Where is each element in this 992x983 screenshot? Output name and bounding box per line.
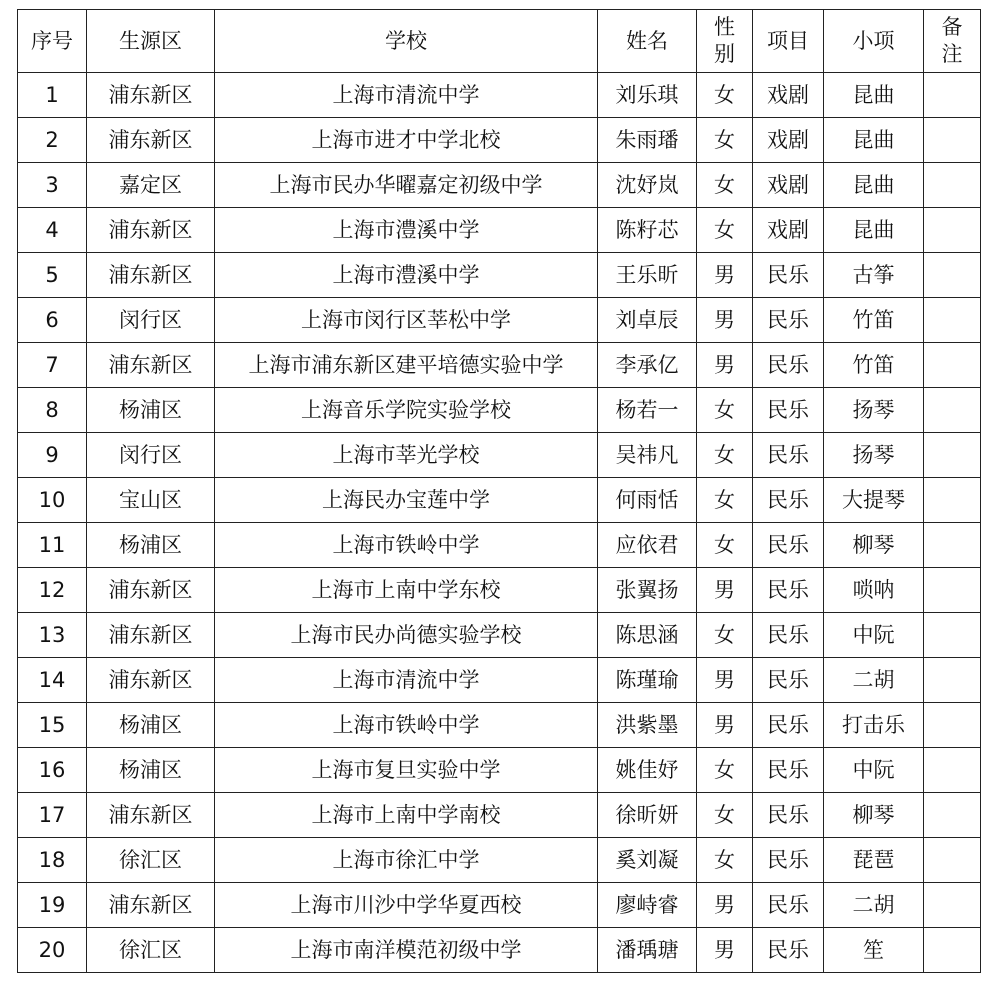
- cell-project: 戏剧: [753, 118, 824, 163]
- cell-sub: 扬琴: [824, 433, 924, 478]
- cell-project: 民乐: [753, 838, 824, 883]
- table-row: [18, 73, 981, 118]
- table-row: [18, 118, 981, 163]
- cell-school: 上海民办宝莲中学: [215, 478, 598, 523]
- cell-district: 浦东新区: [87, 883, 215, 928]
- cell-name: 刘乐琪: [598, 73, 697, 118]
- cell-sub: 柳琴: [824, 523, 924, 568]
- cell-gender: 男: [697, 568, 753, 613]
- cell-gender: 女: [697, 793, 753, 838]
- cell-school: 上海音乐学院实验学校: [215, 388, 598, 433]
- cell-no: 8: [18, 388, 87, 433]
- cell-project: 戏剧: [753, 208, 824, 253]
- cell-sub: 柳琴: [824, 793, 924, 838]
- cell-gender: 男: [697, 658, 753, 703]
- cell-gender: 女: [697, 613, 753, 658]
- cell-sub: 中阮: [824, 613, 924, 658]
- cell-note: [924, 793, 981, 838]
- cell-name: 应依君: [598, 523, 697, 568]
- table-row: [18, 703, 981, 748]
- cell-name: 刘卓辰: [598, 298, 697, 343]
- cell-project: 民乐: [753, 253, 824, 298]
- student-roster-table: [17, 9, 981, 973]
- cell-gender: 男: [697, 703, 753, 748]
- table-row: [18, 253, 981, 298]
- cell-no: 7: [18, 343, 87, 388]
- cell-name: 朱雨璠: [598, 118, 697, 163]
- cell-district: 杨浦区: [87, 748, 215, 793]
- cell-sub: 竹笛: [824, 298, 924, 343]
- cell-name: 徐昕妍: [598, 793, 697, 838]
- cell-school: 上海市民办尚德实验学校: [215, 613, 598, 658]
- cell-gender: 女: [697, 748, 753, 793]
- cell-school: 上海市铁岭中学: [215, 523, 598, 568]
- cell-school: 上海市徐汇中学: [215, 838, 598, 883]
- cell-school: 上海市复旦实验中学: [215, 748, 598, 793]
- cell-district: 浦东新区: [87, 118, 215, 163]
- cell-project: 民乐: [753, 703, 824, 748]
- cell-name: 潘瑀瑭: [598, 928, 697, 973]
- cell-district: 嘉定区: [87, 163, 215, 208]
- cell-no: 5: [18, 253, 87, 298]
- cell-school: 上海市进才中学北校: [215, 118, 598, 163]
- cell-district: 徐汇区: [87, 838, 215, 883]
- cell-district: 浦东新区: [87, 658, 215, 703]
- cell-no: 4: [18, 208, 87, 253]
- cell-project: 民乐: [753, 298, 824, 343]
- table-row: [18, 568, 981, 613]
- table-row: [18, 163, 981, 208]
- cell-sub: 唢呐: [824, 568, 924, 613]
- cell-no: 12: [18, 568, 87, 613]
- cell-district: 浦东新区: [87, 73, 215, 118]
- cell-name: 洪紫墨: [598, 703, 697, 748]
- cell-name: 陈瑾瑜: [598, 658, 697, 703]
- cell-project: 民乐: [753, 748, 824, 793]
- cell-project: 民乐: [753, 568, 824, 613]
- cell-district: 杨浦区: [87, 703, 215, 748]
- cell-sub: 琵琶: [824, 838, 924, 883]
- cell-note: [924, 298, 981, 343]
- cell-no: 19: [18, 883, 87, 928]
- table-row: [18, 883, 981, 928]
- cell-school: 上海市澧溪中学: [215, 208, 598, 253]
- cell-district: 浦东新区: [87, 793, 215, 838]
- cell-no: 1: [18, 73, 87, 118]
- table-row: [18, 793, 981, 838]
- cell-note: [924, 838, 981, 883]
- cell-name: 廖峙睿: [598, 883, 697, 928]
- cell-school: 上海市上南中学南校: [215, 793, 598, 838]
- cell-sub: 打击乐: [824, 703, 924, 748]
- cell-school: 上海市上南中学东校: [215, 568, 598, 613]
- table-row: [18, 343, 981, 388]
- table-row: [18, 613, 981, 658]
- cell-name: 何雨恬: [598, 478, 697, 523]
- table-row: [18, 388, 981, 433]
- cell-project: 民乐: [753, 343, 824, 388]
- cell-gender: 男: [697, 343, 753, 388]
- cell-no: 10: [18, 478, 87, 523]
- cell-sub: 大提琴: [824, 478, 924, 523]
- cell-note: [924, 118, 981, 163]
- cell-gender: 女: [697, 208, 753, 253]
- cell-school: 上海市清流中学: [215, 73, 598, 118]
- cell-gender: 女: [697, 388, 753, 433]
- cell-gender: 男: [697, 883, 753, 928]
- cell-district: 浦东新区: [87, 208, 215, 253]
- cell-note: [924, 928, 981, 973]
- cell-district: 宝山区: [87, 478, 215, 523]
- cell-project: 民乐: [753, 793, 824, 838]
- cell-project: 民乐: [753, 613, 824, 658]
- cell-gender: 男: [697, 253, 753, 298]
- table-row: [18, 748, 981, 793]
- cell-sub: 昆曲: [824, 118, 924, 163]
- cell-note: [924, 163, 981, 208]
- cell-project: 戏剧: [753, 73, 824, 118]
- cell-sub: 昆曲: [824, 73, 924, 118]
- cell-note: [924, 658, 981, 703]
- cell-district: 徐汇区: [87, 928, 215, 973]
- header-note: [924, 10, 981, 73]
- cell-no: 9: [18, 433, 87, 478]
- cell-name: 陈籽芯: [598, 208, 697, 253]
- cell-sub: 古筝: [824, 253, 924, 298]
- cell-school: 上海市民办华曜嘉定初级中学: [215, 163, 598, 208]
- cell-gender: 女: [697, 433, 753, 478]
- cell-school: 上海市闵行区莘松中学: [215, 298, 598, 343]
- cell-name: 吴祎凡: [598, 433, 697, 478]
- cell-name: 陈思涵: [598, 613, 697, 658]
- cell-district: 浦东新区: [87, 568, 215, 613]
- cell-project: 民乐: [753, 388, 824, 433]
- cell-no: 13: [18, 613, 87, 658]
- cell-name: 张翼扬: [598, 568, 697, 613]
- cell-sub: 竹笛: [824, 343, 924, 388]
- cell-no: 6: [18, 298, 87, 343]
- cell-project: 民乐: [753, 523, 824, 568]
- header-row: [18, 10, 981, 73]
- cell-school: 上海市浦东新区建平培德实验中学: [215, 343, 598, 388]
- cell-gender: 女: [697, 838, 753, 883]
- cell-school: 上海市澧溪中学: [215, 253, 598, 298]
- cell-no: 20: [18, 928, 87, 973]
- cell-sub: 扬琴: [824, 388, 924, 433]
- document-page: [17, 9, 981, 973]
- cell-project: 民乐: [753, 658, 824, 703]
- cell-district: 杨浦区: [87, 388, 215, 433]
- cell-name: 王乐昕: [598, 253, 697, 298]
- cell-no: 16: [18, 748, 87, 793]
- header-note-line-1: 备: [941, 15, 963, 39]
- table-header: [18, 10, 981, 73]
- table-row: [18, 433, 981, 478]
- cell-note: [924, 568, 981, 613]
- header-gender-line-1: 性: [714, 15, 735, 39]
- cell-note: [924, 613, 981, 658]
- cell-note: [924, 343, 981, 388]
- cell-sub: 二胡: [824, 658, 924, 703]
- table-row: [18, 478, 981, 523]
- header-gender-line-2: 别: [714, 42, 735, 66]
- cell-gender: 男: [697, 298, 753, 343]
- cell-note: [924, 433, 981, 478]
- cell-name: 奚刘凝: [598, 838, 697, 883]
- cell-no: 2: [18, 118, 87, 163]
- cell-note: [924, 478, 981, 523]
- table-body: [18, 73, 981, 973]
- cell-no: 11: [18, 523, 87, 568]
- table-row: [18, 928, 981, 973]
- cell-district: 浦东新区: [87, 343, 215, 388]
- table-row: [18, 298, 981, 343]
- cell-no: 15: [18, 703, 87, 748]
- header-sub: 小项: [824, 10, 924, 73]
- header-school: 学校: [215, 10, 598, 73]
- cell-school: 上海市清流中学: [215, 658, 598, 703]
- cell-district: 闵行区: [87, 433, 215, 478]
- cell-note: [924, 208, 981, 253]
- cell-no: 18: [18, 838, 87, 883]
- cell-project: 民乐: [753, 883, 824, 928]
- header-district: 生源区: [87, 10, 215, 73]
- cell-note: [924, 523, 981, 568]
- cell-district: 杨浦区: [87, 523, 215, 568]
- cell-school: 上海市铁岭中学: [215, 703, 598, 748]
- table-row: [18, 658, 981, 703]
- cell-no: 17: [18, 793, 87, 838]
- cell-note: [924, 703, 981, 748]
- cell-project: 戏剧: [753, 163, 824, 208]
- cell-gender: 女: [697, 478, 753, 523]
- cell-note: [924, 388, 981, 433]
- cell-gender: 男: [697, 928, 753, 973]
- cell-school: 上海市川沙中学华夏西校: [215, 883, 598, 928]
- cell-district: 浦东新区: [87, 253, 215, 298]
- cell-gender: 女: [697, 163, 753, 208]
- cell-gender: 女: [697, 73, 753, 118]
- header-no: 序号: [18, 10, 87, 73]
- header-note-line-2: 注: [941, 42, 963, 66]
- cell-gender: 女: [697, 523, 753, 568]
- cell-project: 民乐: [753, 928, 824, 973]
- table-row: [18, 208, 981, 253]
- cell-name: 沈妤岚: [598, 163, 697, 208]
- table-row: [18, 523, 981, 568]
- header-project: 项目: [753, 10, 824, 73]
- cell-note: [924, 253, 981, 298]
- cell-project: 民乐: [753, 433, 824, 478]
- cell-school: 上海市南洋模范初级中学: [215, 928, 598, 973]
- cell-name: 李承亿: [598, 343, 697, 388]
- header-name: 姓名: [598, 10, 697, 73]
- cell-name: 杨若一: [598, 388, 697, 433]
- cell-no: 14: [18, 658, 87, 703]
- cell-district: 闵行区: [87, 298, 215, 343]
- cell-sub: 二胡: [824, 883, 924, 928]
- cell-project: 民乐: [753, 478, 824, 523]
- cell-sub: 昆曲: [824, 163, 924, 208]
- cell-school: 上海市莘光学校: [215, 433, 598, 478]
- header-gender: [697, 10, 753, 73]
- cell-no: 3: [18, 163, 87, 208]
- cell-sub: 中阮: [824, 748, 924, 793]
- cell-note: [924, 748, 981, 793]
- cell-district: 浦东新区: [87, 613, 215, 658]
- cell-name: 姚佳妤: [598, 748, 697, 793]
- table-row: [18, 838, 981, 883]
- cell-gender: 女: [697, 118, 753, 163]
- cell-note: [924, 883, 981, 928]
- cell-note: [924, 73, 981, 118]
- cell-sub: 昆曲: [824, 208, 924, 253]
- cell-sub: 笙: [824, 928, 924, 973]
